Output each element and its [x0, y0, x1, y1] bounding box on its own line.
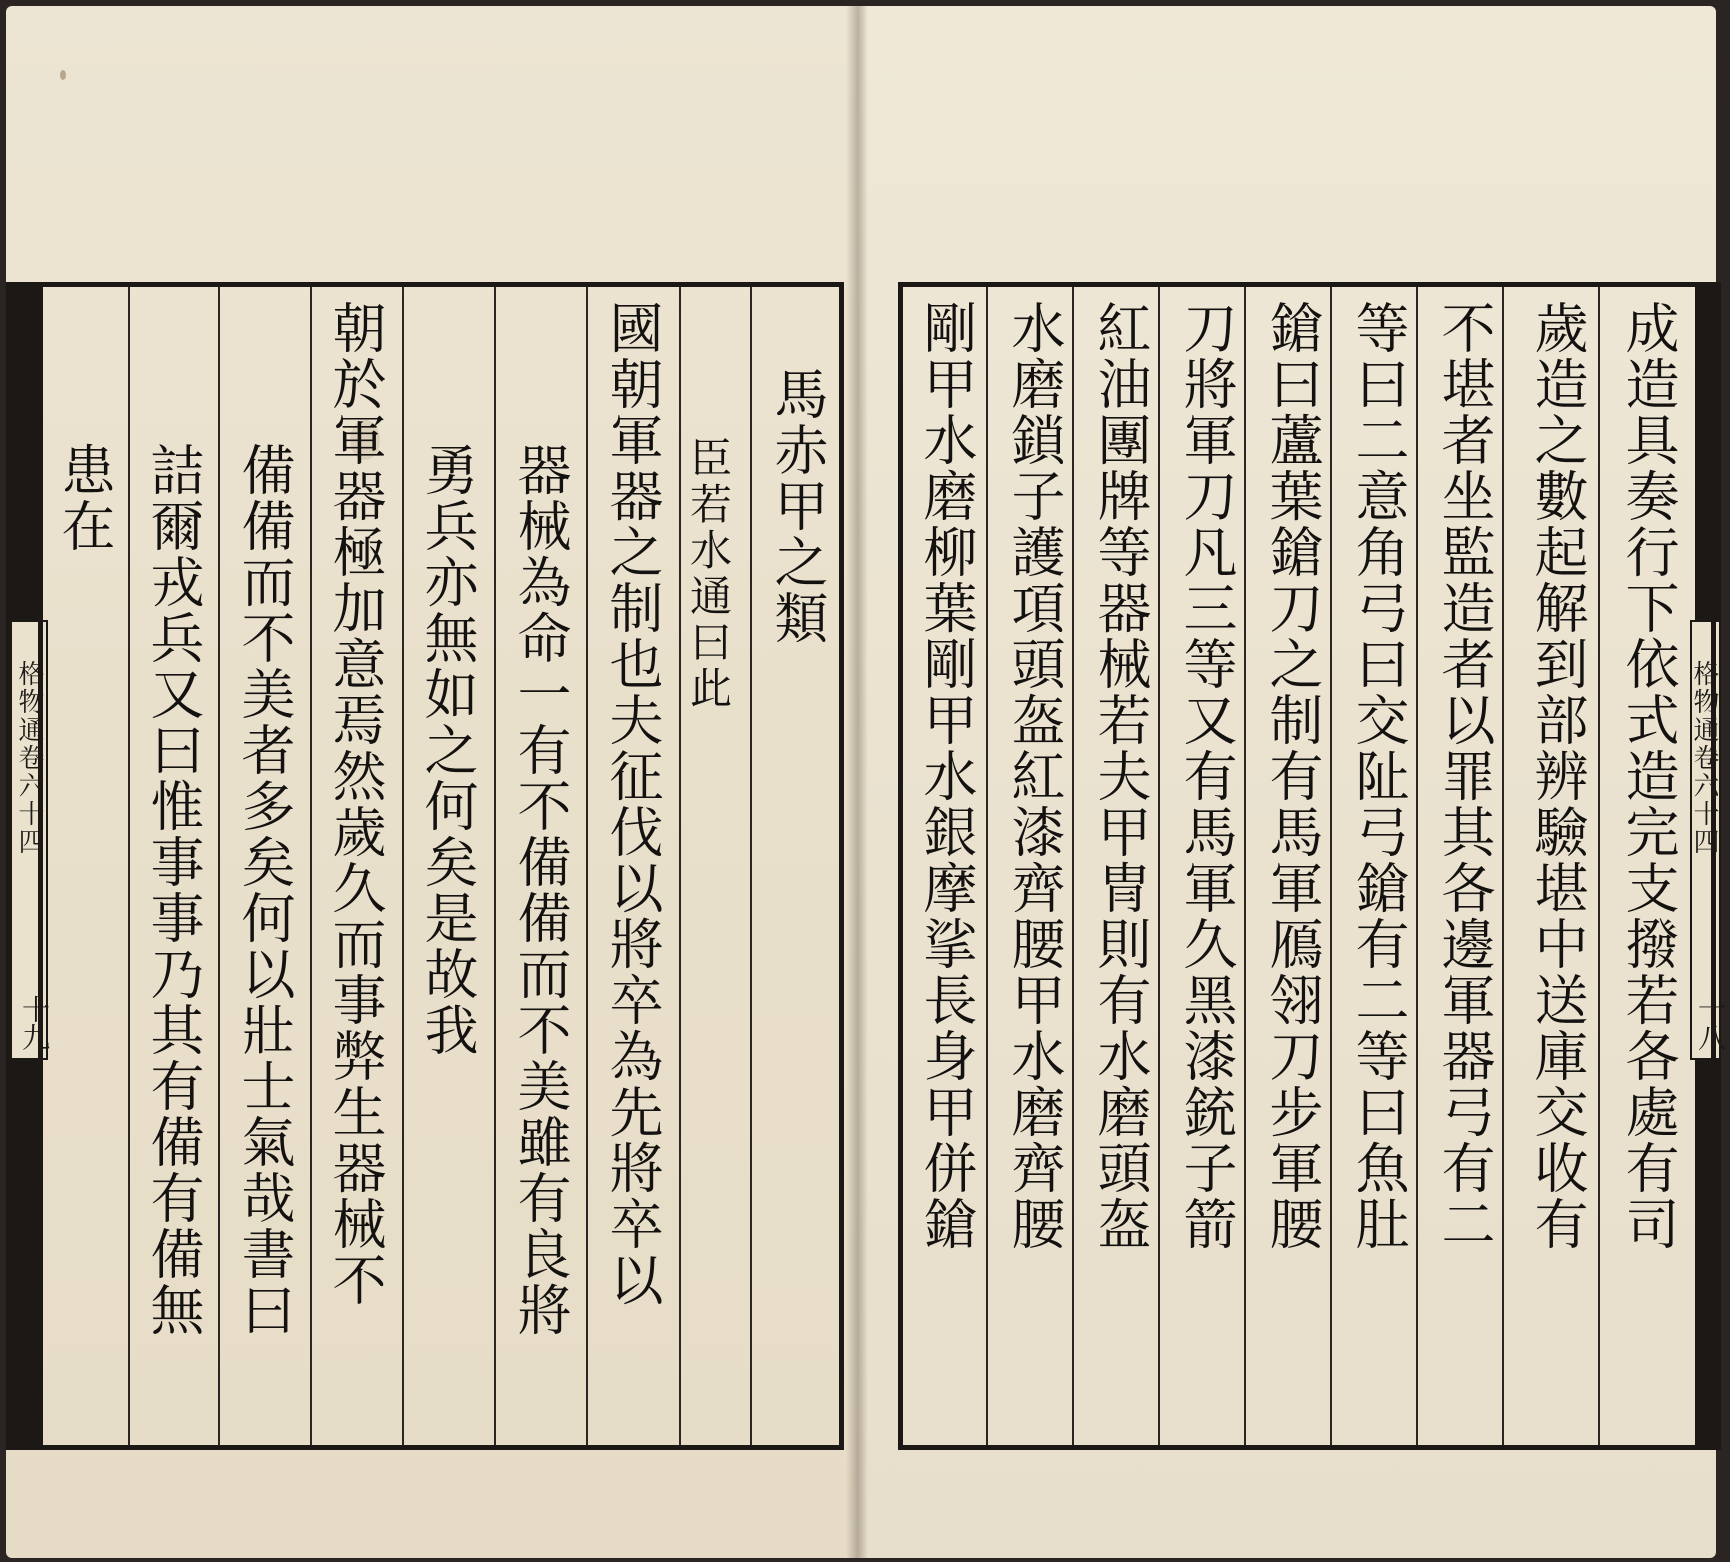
right-column-4: 等曰二意角弓曰交阯弓鎗有二等曰魚肚 — [1347, 300, 1410, 1252]
left-column-1: 馬赤甲之類 — [766, 366, 829, 646]
left-column-8: 詰爾戎兵又曰惟事事乃其有備有備無 — [142, 442, 205, 1338]
right-column-1: 成造具奏行下依式造完支撥若各處有司 — [1617, 300, 1680, 1252]
right-folio-number: 十八 — [1694, 995, 1727, 1051]
right-column-9: 剛甲水磨柳葉剛甲水銀摩挲長身甲併鎗 — [915, 300, 978, 1252]
right-column-2: 歲造之數起解到部辨驗堪中送庫交收有 — [1526, 300, 1589, 1252]
right-column-3: 不堪者坐監造者以罪其各邊軍器弓有二 — [1433, 300, 1496, 1252]
column-rule — [586, 287, 588, 1445]
column-rule — [310, 287, 312, 1445]
right-column-7: 紅油團牌等器械若夫甲冑則有水磨頭盔 — [1089, 300, 1152, 1252]
left-column-7: 備備而不美者多矣何以壯士氣哉書曰 — [233, 442, 296, 1338]
left-column-4: 器械為命一有不備備而不美雖有良將 — [509, 442, 572, 1338]
column-rule — [218, 287, 220, 1445]
left-tab-title: 格物通卷六十四 — [14, 660, 44, 856]
column-rule — [402, 287, 404, 1445]
column-rule — [128, 287, 130, 1445]
column-rule — [750, 287, 752, 1445]
right-tab-title: 格物通卷六十四 — [1689, 660, 1719, 856]
right-column-8: 水磨鎖子護項頭盔紅漆齊腰甲水磨齊腰 — [1003, 300, 1066, 1252]
left-column-3: 國朝軍器之制也夫征伐以將卒為先將卒以 — [601, 300, 664, 1308]
left-column-2: 臣若水通曰此 — [684, 436, 733, 712]
left-column-6: 朝於軍器極加意焉然歲久而事弊生器械不 — [324, 300, 387, 1308]
book-gutter — [846, 6, 868, 1558]
column-rule — [494, 287, 496, 1445]
left-column-9: 患在 — [53, 442, 116, 554]
left-column-5: 勇兵亦無如之何矣是故我 — [416, 442, 479, 1058]
right-column-5: 鎗曰蘆葉鎗刀之制有馬軍鴈翎刀步軍腰 — [1261, 300, 1324, 1252]
right-column-6: 刀將軍刀凡三等又有馬軍久黑漆銃子箭 — [1175, 300, 1238, 1252]
left-folio-number: 十九 — [18, 995, 51, 1051]
